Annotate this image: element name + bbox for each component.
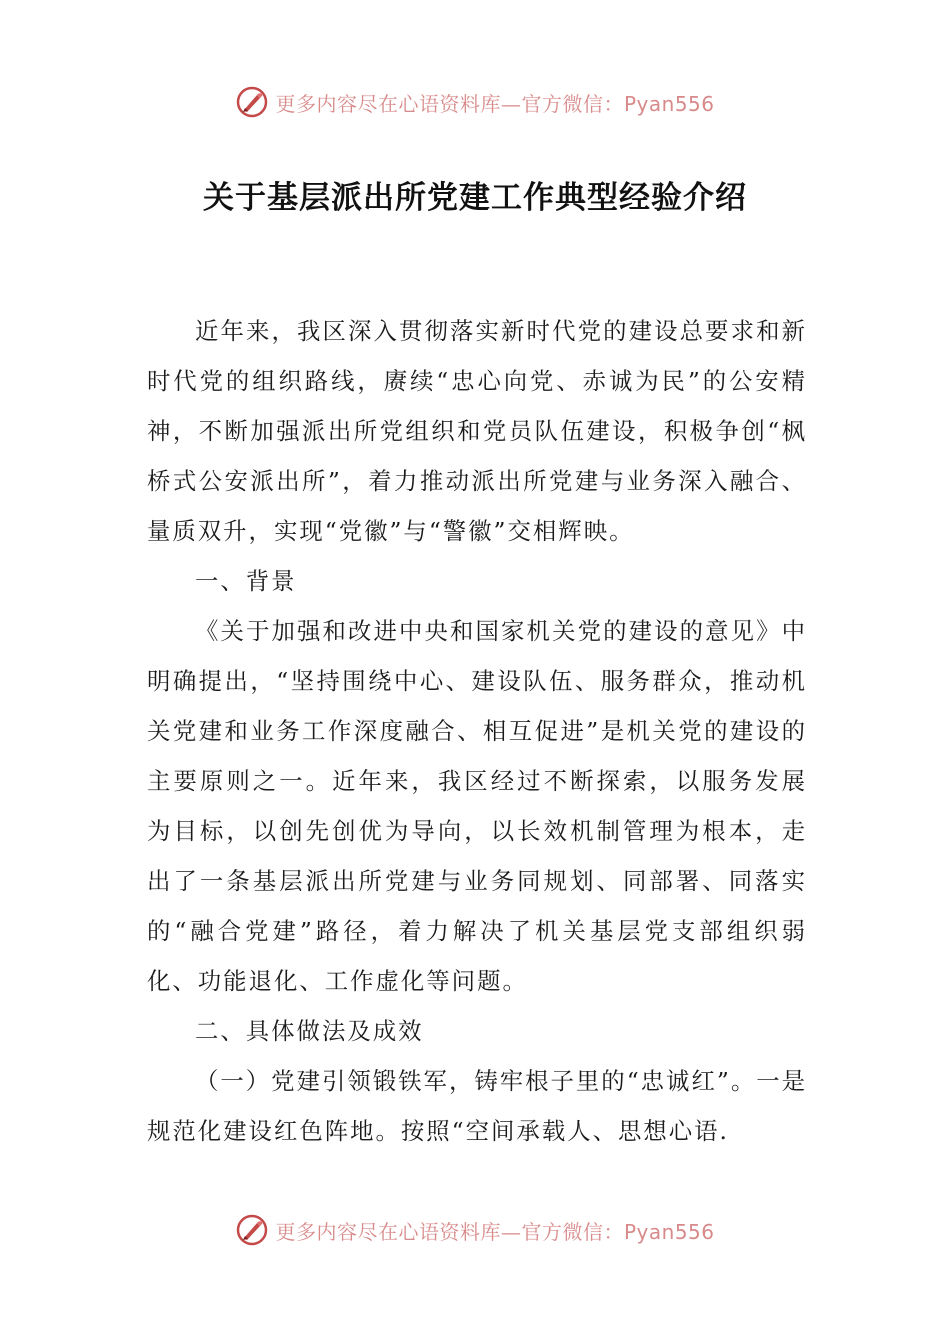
- document-body: [147, 306, 807, 1156]
- paragraph-background: 《关于加强和改进中央和国家机关党的建设的意见》中明确提出，“坚持围绕中心、建设队伍、服务群众，推动机关党建和业务工作深度融合、相互促进”是机关党的建设的主要原则之一。近年来，我区经过不断探索，以服务发展为目标，以创先创优为导向，以长效机制管理为根本，走出了一条基层派出所党建与业务同规划、同部署、同落实的“融合党建”路径，着力解决了机关基层党支部组织弱化、功能退化、工作虚化等问题。: [147, 617, 807, 995]
- paragraph-practices: （一）党建引领锻铁军，铸牢根子里的“忠诚红”。一是规范化建设红色阵地。按照“空间承载人、思想心语.: [147, 1067, 807, 1145]
- section-heading-background: 一、背景: [195, 567, 297, 595]
- pen-circle-logo-icon: [235, 1213, 269, 1247]
- document-title: 关于基层派出所党建工作典型经验介绍: [203, 180, 747, 216]
- watermark-banner-bottom: [0, 1210, 950, 1250]
- section-heading-practices: 二、具体做法及成效: [195, 1017, 424, 1045]
- banner-text: 更多内容尽在心语资料库—官方微信：Pyan556: [275, 1219, 715, 1244]
- paragraph-intro: 近年来，我区深入贯彻落实新时代党的建设总要求和新时代党的组织路线，赓续“忠心向党、赤诚为民”的公安精神，不断加强派出所党组织和党员队伍建设，积极争创“枫桥式公安派出所”，着力推动派出所党建与业务深入融合、量质双升，实现“党徽”与“警徽”交相辉映。: [147, 317, 807, 545]
- wechat-id: Pyan556: [623, 91, 715, 116]
- wechat-id: Pyan556: [623, 1219, 715, 1244]
- watermark-banner-top: [0, 82, 950, 122]
- pen-circle-logo-icon: [235, 85, 269, 119]
- banner-text: 更多内容尽在心语资料库—官方微信：Pyan556: [275, 91, 715, 116]
